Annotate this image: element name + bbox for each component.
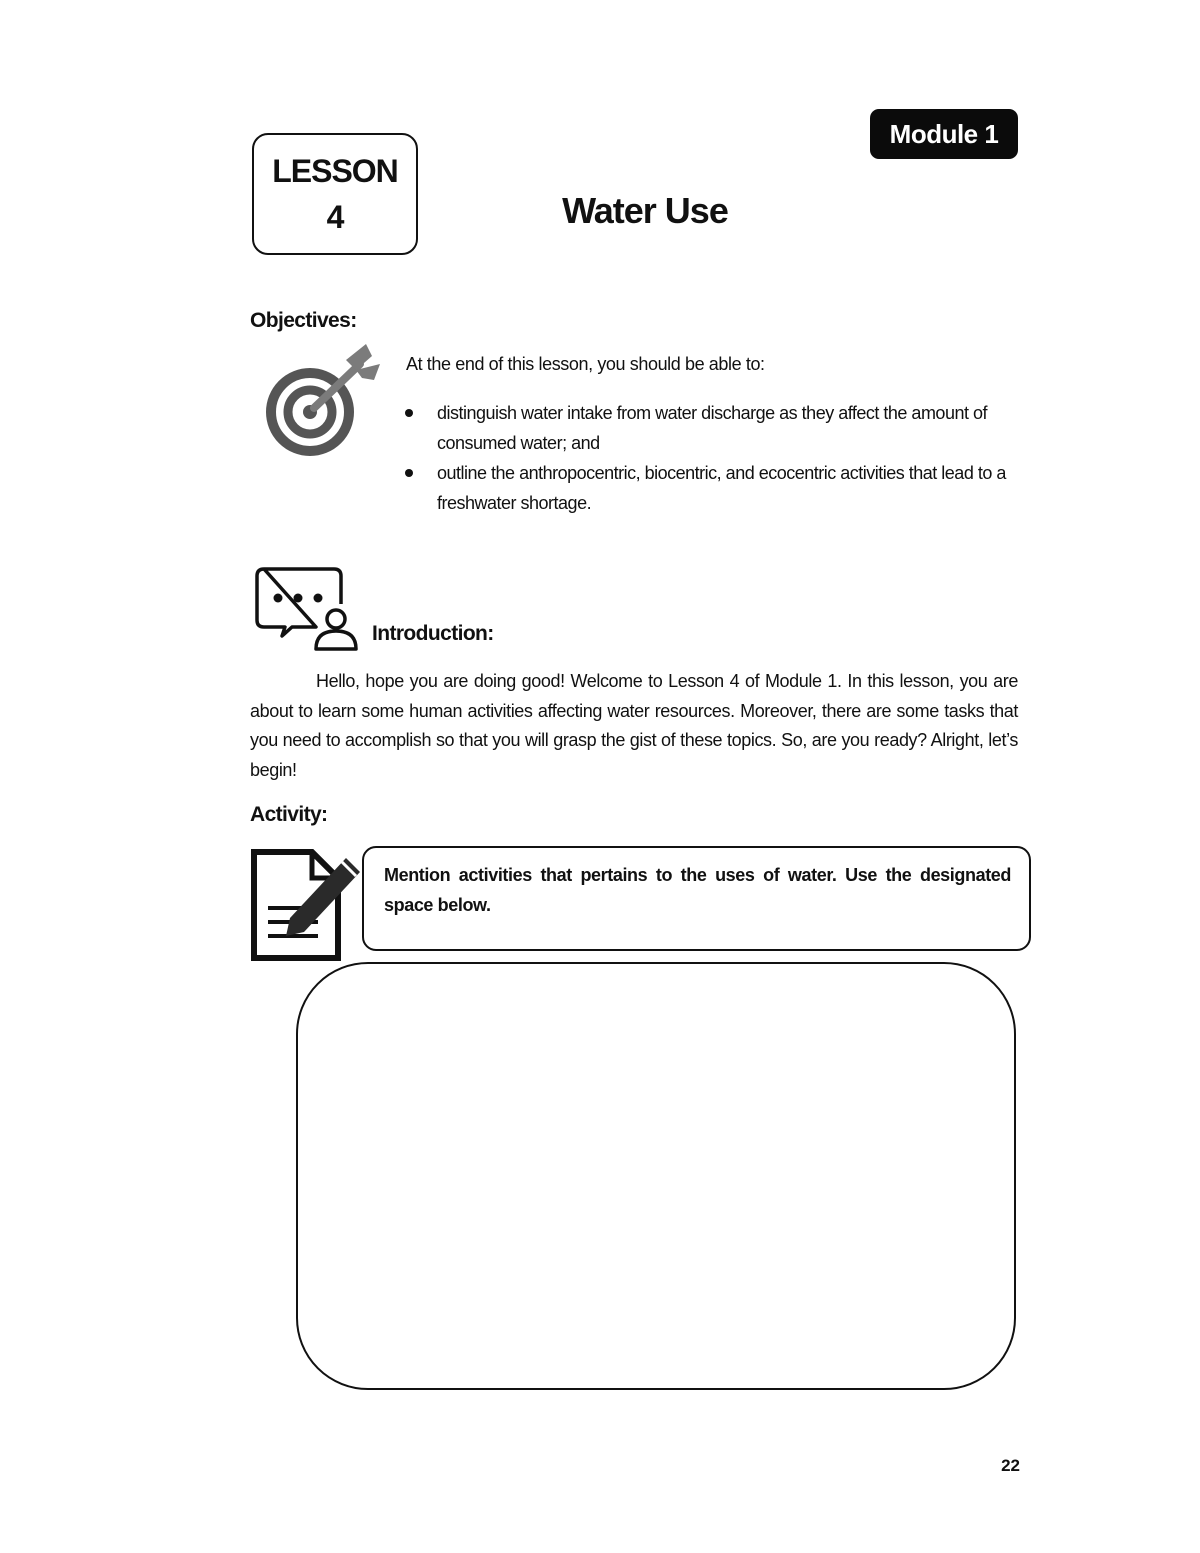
activity-prompt-box [362,846,1031,951]
objectives-list [400,398,1022,518]
lesson-label: LESSON [272,153,398,189]
objective-item-2: outline the anthropocentric, biocentric, and ecocentric activities that lead to a freshwater shortage. [400,458,1022,518]
document-pencil-icon [250,848,364,962]
activity-prompt-text: Mention activities that pertains to the uses of water. Use the designated space below. [384,865,1011,915]
lesson-box [252,133,418,255]
objective-item-1: distinguish water intake from water discharge as they affect the amount of consumed water; and [400,398,1022,458]
objectives-intro: At the end of this lesson, you should be able to: [406,354,765,374]
objectives-heading: Objectives: [250,309,357,332]
activity-heading: Activity: [250,803,328,826]
lesson-number: 4 [326,199,344,235]
page-title: Water Use [562,190,728,231]
module-badge-label: Module 1 [889,118,999,149]
target-arrow-icon [262,342,384,460]
answer-space[interactable] [296,962,1016,1390]
module-badge [870,109,1018,159]
page-number: 22 [1001,1456,1020,1475]
introduction-paragraph: Hello, hope you are doing good! Welcome to Lesson 4 of Module 1. In this lesson, you are about to learn some human activities affecting water resources. Moreover, there are some tasks that you need to accomplish so that you will grasp the gist of these topics. So, are you ready? Alright, let’s begin! [250,671,1018,780]
chat-person-icon [252,566,358,652]
introduction-heading: Introduction: [372,622,494,645]
